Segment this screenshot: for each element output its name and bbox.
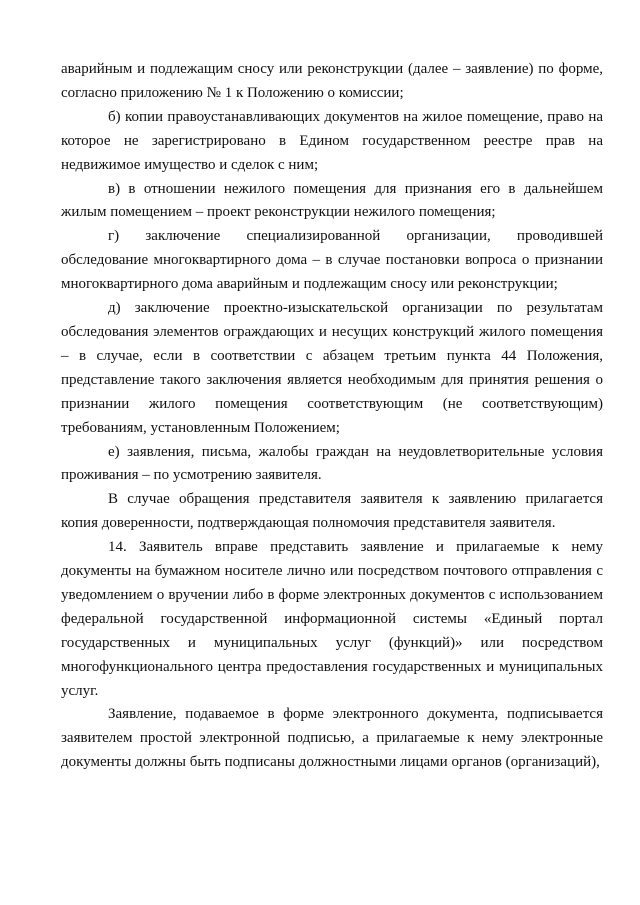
paragraph-item-g: г) заключение специализированной организации, проводившей обследование многоквартирного дома – в случае постановки вопроса о признании многоквартирного дома аварийным и подлежащим сносу или реконструкции; xyxy=(61,228,603,293)
paragraph-item-d: д) заключение проектно-изыскательской организации по результатам обследования элементов ограждающих и несущих конструкций жилого помещения – в случае, если в соответствии с абзацем третьим пункта 44 Положения, представление такого заключения является необходимым для принятия решения о признании жилого помещения соответствующим (не соответствующим) требованиям, установленным Положением; xyxy=(61,300,603,436)
paragraph-section-14: 14. Заявитель вправе представить заявление и прилагаемые к нему документы на бумажном носителе лично или посредством почтового отправления с уведомлением о вручении либо в форме электронных документов с использованием федеральной государственной информационной системы «Единый портал государственных и муниципальных услуг (функций)» или посредством многофункционального центра предоставления государственных и муниципальных услуг. xyxy=(61,539,603,699)
paragraph-representative: В случае обращения представителя заявителя к заявлению прилагается копия доверенности, подтверждающая полномочия представителя заявителя. xyxy=(61,491,603,532)
paragraph-item-e: е) заявления, письма, жалобы граждан на неудовлетворительные условия проживания – по усмотрению заявителя. xyxy=(61,443,603,484)
paragraph-item-b: б) копии правоустанавливающих документов на жилое помещение, право на которое не зарегистрировано в Едином государственном реестре прав на недвижимое имущество и сделок с ним; xyxy=(61,108,603,173)
paragraph-electronic-signature: Заявление, подаваемое в форме электронного документа, подписывается заявителем простой электронной подписью, а прилагаемые к нему электронные документы должны быть подписаны должностными лицами органов (организаций), xyxy=(61,706,603,771)
document-page xyxy=(61,58,603,775)
paragraph-continuation: аварийным и подлежащим сносу или реконструкции (далее – заявление) по форме, согласно приложению № 1 к Положению о комиссии; xyxy=(61,61,603,101)
paragraph-item-v: в) в отношении нежилого помещения для признания его в дальнейшем жилым помещением – проект реконструкции нежилого помещения; xyxy=(61,180,603,221)
